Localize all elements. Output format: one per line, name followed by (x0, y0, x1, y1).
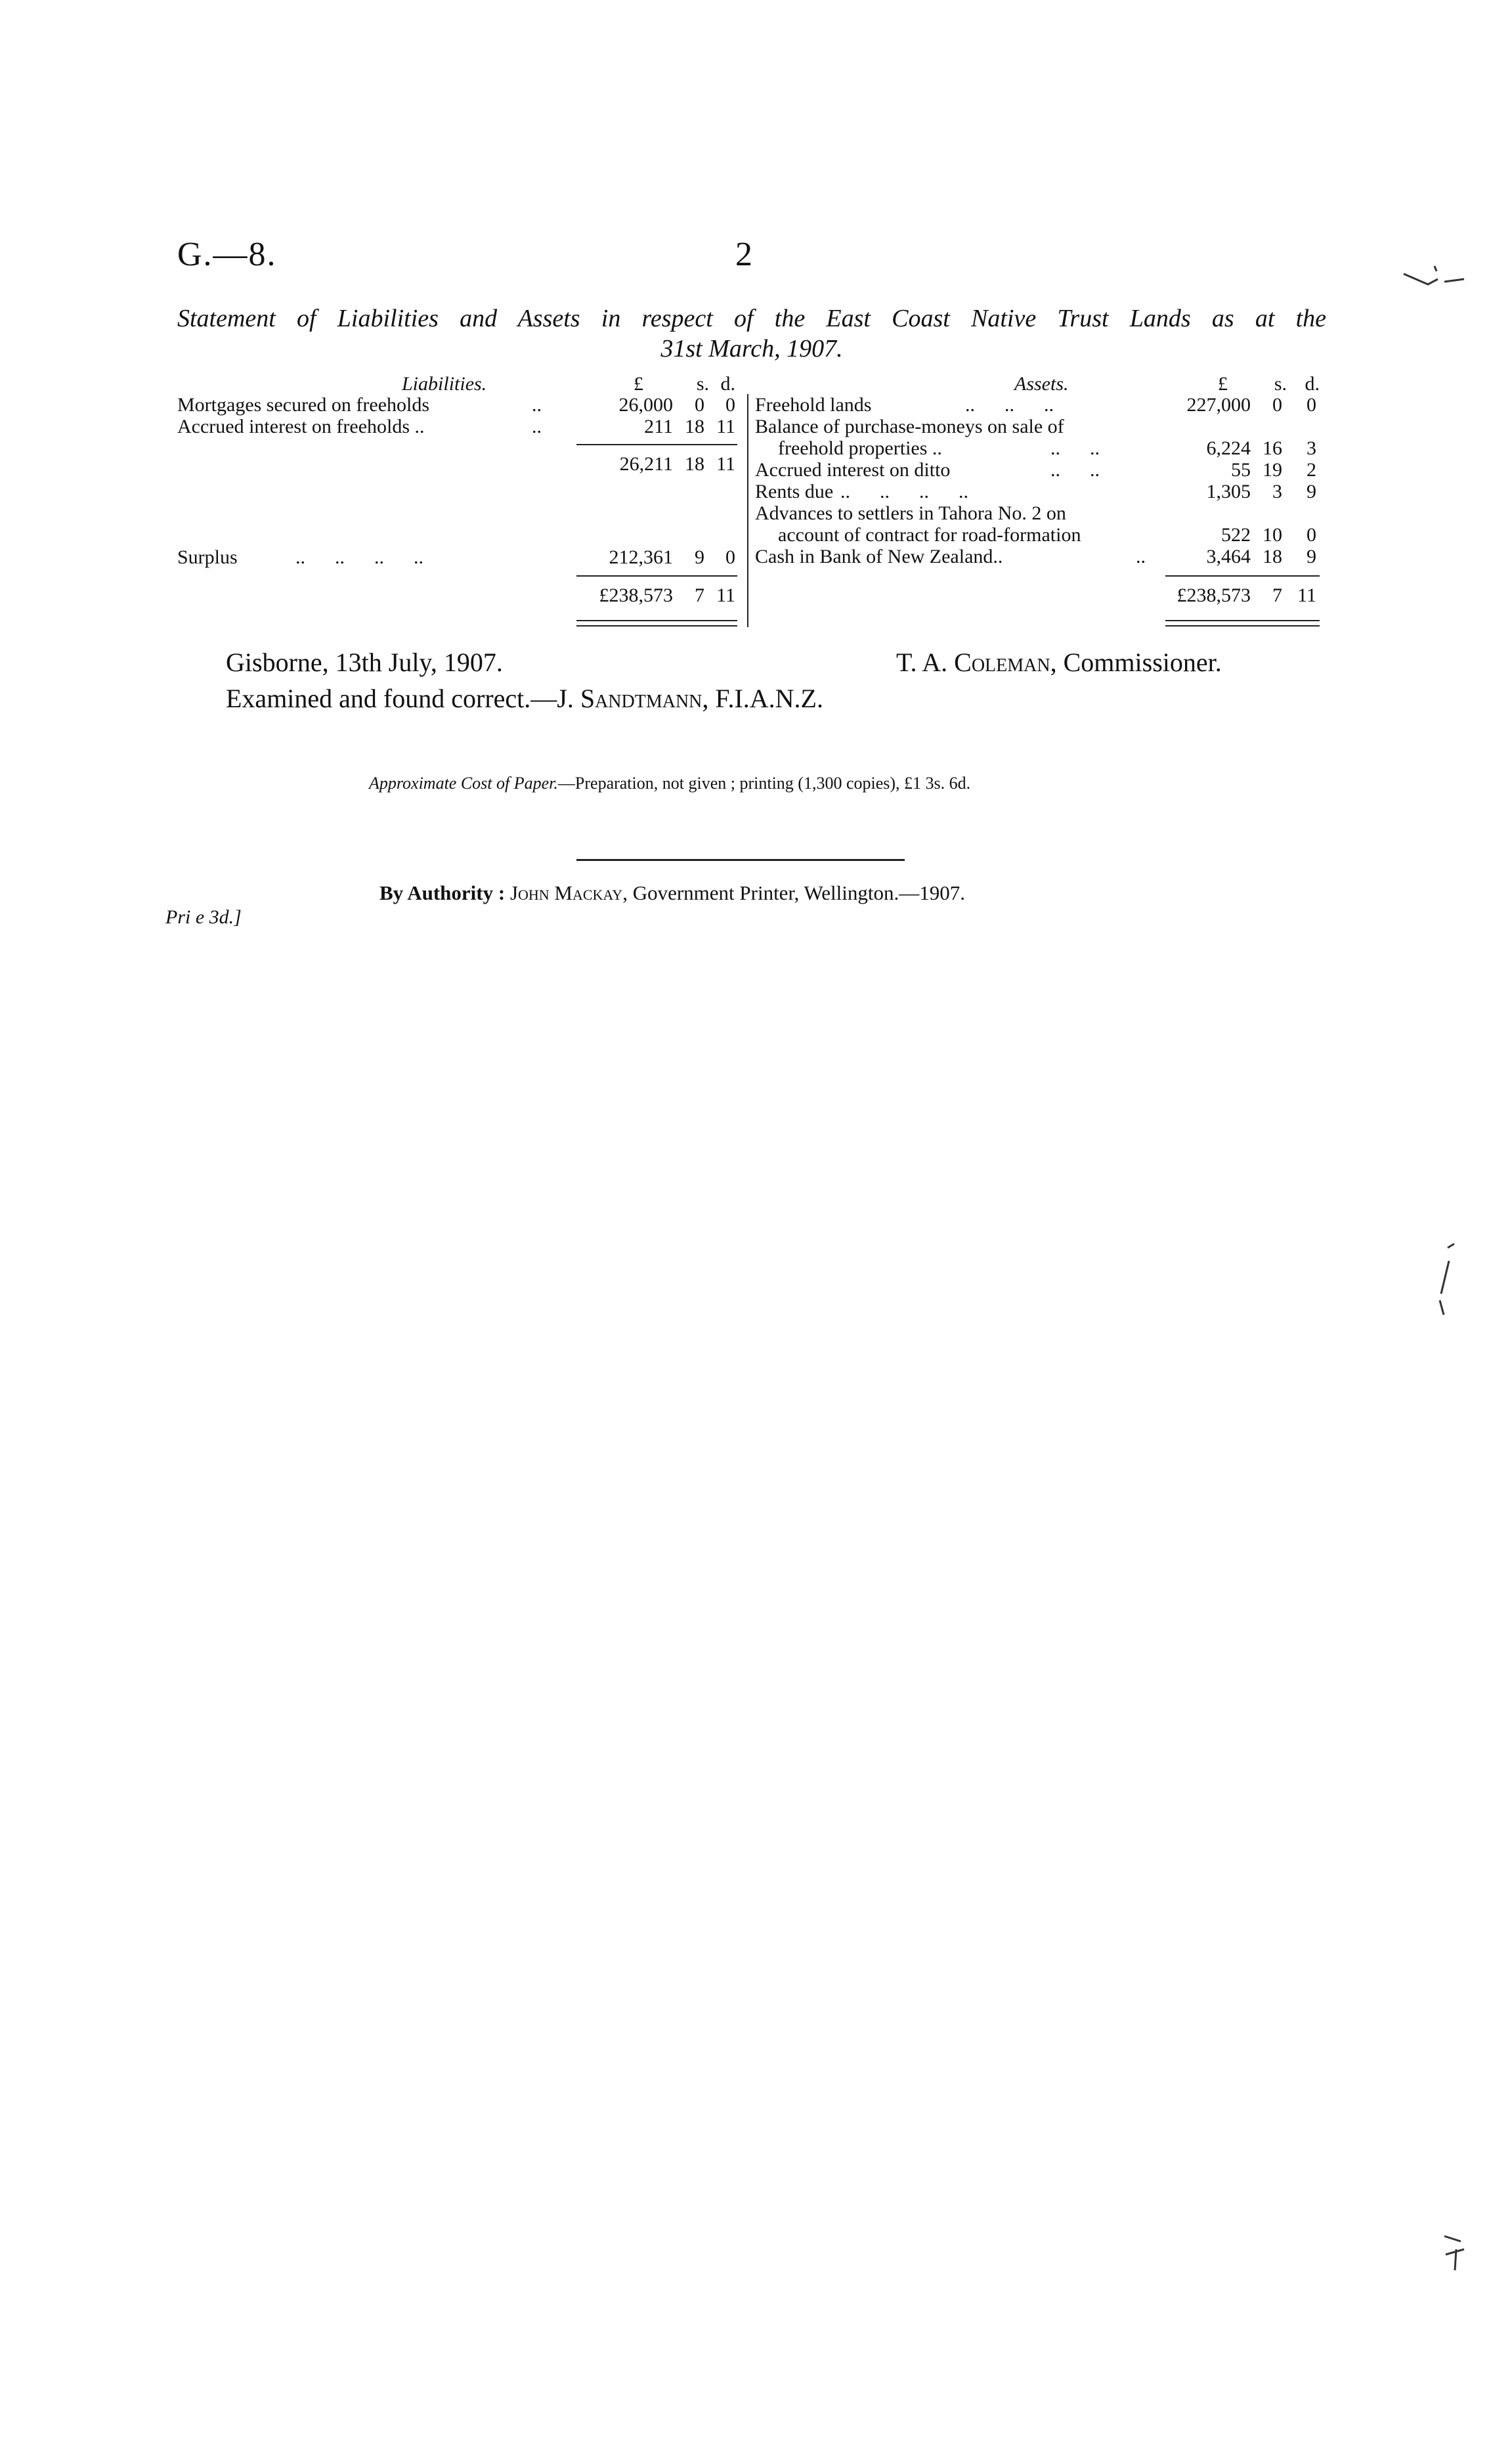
liability-total-pounds: £238,573 (599, 584, 673, 606)
asset-shillings: 3 (1272, 481, 1282, 502)
total-double-rule (1165, 620, 1320, 621)
asset-label: Accrued interest on ditto (755, 459, 951, 481)
examination-line (226, 683, 823, 714)
printer-imprint (379, 881, 965, 905)
asset-leader-dots: .. .. .. (965, 394, 1054, 416)
cost-text: —Preparation, not given ; printing (1,300 copies), £1 3s. 6d. (557, 774, 971, 793)
signer-title: , Commissioner. (1050, 648, 1222, 677)
liability-subtotal-shillings: 18 (685, 453, 704, 475)
subtotal-rule (576, 444, 737, 445)
scan-mark (1438, 2223, 1477, 2276)
liability-leader-dots: .. (532, 394, 542, 416)
liability-shillings: 18 (685, 416, 704, 437)
printer-name: John Mackay (509, 881, 623, 904)
liability-pounds: 211 (644, 416, 673, 437)
document-reference: G.—8. (177, 236, 277, 273)
asset-label: Advances to settlers in Tahora No. 2 on (755, 502, 1066, 524)
asset-label-continued: freehold properties .. (778, 437, 942, 459)
asset-total-pounds: £238,573 (1177, 584, 1251, 606)
examiner-suffix: , F.I.A.N.Z. (702, 684, 823, 713)
asset-total-pence: 11 (1297, 584, 1316, 606)
asset-label: Balance of purchase-moneys on sale of (755, 416, 1064, 437)
asset-total-shillings: 7 (1272, 584, 1282, 606)
total-top-rule (1165, 575, 1320, 577)
asset-pence: 9 (1307, 481, 1316, 502)
asset-pounds: 55 (1231, 459, 1251, 481)
asset-pounds: 6,224 (1206, 437, 1251, 459)
accounts-table (0, 0, 1512, 657)
liabilities-shillings-header: s. (696, 373, 709, 395)
asset-leader-dots: .. .. (1050, 437, 1100, 459)
asset-shillings: 10 (1263, 524, 1282, 546)
total-top-rule (576, 575, 737, 577)
cost-of-paper (369, 774, 970, 793)
asset-pence: 0 (1307, 524, 1316, 546)
liability-pounds: 26,000 (618, 394, 673, 416)
surplus-pence: 0 (725, 546, 735, 568)
asset-pounds: 1,305 (1206, 481, 1251, 502)
price-note: Pri e 3d.] (165, 906, 242, 928)
asset-shillings: 0 (1272, 394, 1282, 416)
asset-pence: 9 (1307, 546, 1316, 567)
liability-pence: 11 (716, 416, 735, 437)
asset-shillings: 19 (1263, 459, 1282, 481)
asset-pounds: 3,464 (1206, 546, 1251, 567)
assets-pence-header: d. (1305, 373, 1320, 395)
asset-leader-dots: .. .. (1050, 459, 1100, 481)
signer-initials: T. A. (896, 648, 948, 677)
signer-name: Coleman (954, 648, 1050, 677)
liability-subtotal-pence: 11 (716, 453, 735, 475)
asset-shillings: 16 (1263, 437, 1282, 459)
assets-pounds-header: £ (1218, 373, 1228, 395)
assets-heading: Assets. (1014, 373, 1069, 395)
imprint-suffix: , Government Printer, Wellington.—1907. (622, 881, 965, 904)
assets-shillings-header: s. (1274, 373, 1287, 395)
asset-pence: 2 (1307, 459, 1316, 481)
cost-label: Approximate Cost of Paper. (369, 774, 558, 793)
imprint-prefix: By Authority : (379, 881, 506, 904)
column-divider (747, 394, 748, 627)
liabilities-pounds-header: £ (634, 373, 643, 395)
asset-label: Cash in Bank of New Zealand.. (755, 546, 1003, 567)
total-double-rule (576, 625, 737, 627)
asset-pence: 3 (1307, 437, 1316, 459)
asset-shillings: 18 (1263, 546, 1282, 567)
surplus-pounds: 212,361 (609, 546, 673, 568)
statement-title-line1: Statement of Liabilities and Assets in respect of the East Coast Native Trust Lands as at the (177, 305, 1326, 332)
asset-leader-dots: .. (1136, 546, 1146, 567)
liability-label: Accrued interest on freeholds .. (177, 416, 425, 437)
asset-label-continued: account of contract for road-formation (778, 524, 1081, 546)
surplus-leader-dots: .. .. .. .. (295, 546, 423, 568)
asset-leader-dots: .. .. .. .. (840, 481, 968, 502)
commissioner-signature (896, 647, 1222, 678)
asset-pounds: 522 (1221, 524, 1251, 546)
surplus-shillings: 9 (695, 546, 704, 568)
liability-leader-dots: .. (532, 416, 542, 437)
asset-pence: 0 (1307, 394, 1316, 416)
liabilities-heading: Liabilities. (402, 373, 487, 395)
liabilities-pence-header: d. (720, 373, 735, 395)
liability-total-pence: 11 (716, 584, 735, 606)
liability-shillings: 0 (695, 394, 704, 416)
asset-pounds: 227,000 (1186, 394, 1251, 416)
place-and-date: Gisborne, 13th July, 1907. (226, 648, 503, 677)
imprint-rule (576, 859, 905, 861)
asset-label: Rents due (755, 481, 834, 502)
examiner-name: Sandtmann (580, 684, 702, 713)
surplus-label: Surplus (177, 546, 238, 568)
liability-subtotal-pounds: 26,211 (619, 453, 673, 475)
total-double-rule (1165, 625, 1320, 627)
liability-label: Mortgages secured on freeholds (177, 394, 430, 416)
liability-total-shillings: 7 (695, 584, 704, 606)
liability-pence: 0 (725, 394, 735, 416)
page-number: 2 (735, 236, 752, 273)
total-double-rule (576, 620, 737, 621)
scan-mark (1398, 259, 1477, 299)
scan-mark (1428, 1241, 1467, 1320)
statement-title-line2: 31st March, 1907. (660, 335, 843, 363)
asset-label: Freehold lands (755, 394, 872, 416)
examined-prefix: Examined and found correct.—J. (226, 684, 574, 713)
